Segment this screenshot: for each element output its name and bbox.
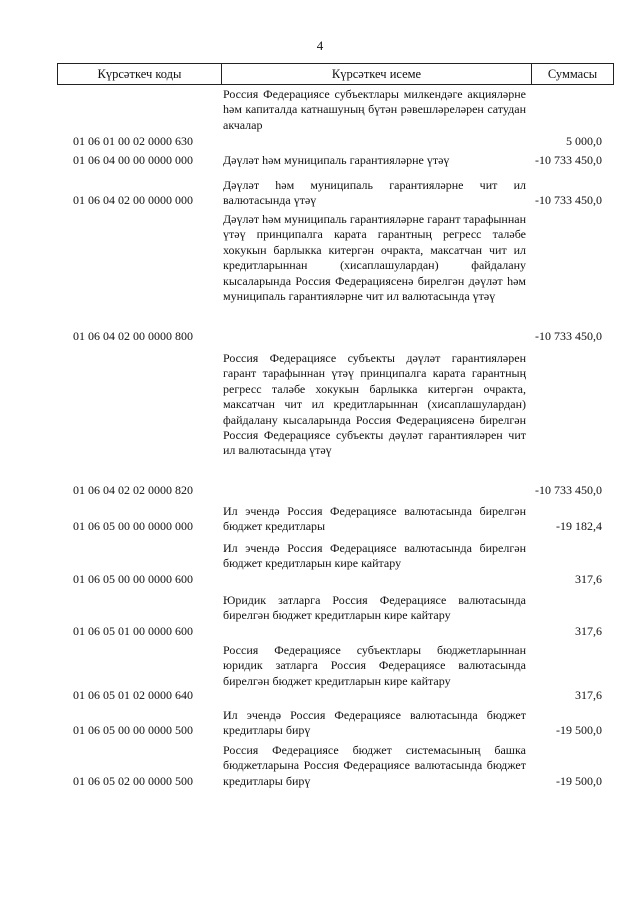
row-name: Россия Федерациясе субъектлары милкендәге акцияләрне һәм капиталда катнашуның бүтән рәвешләреләрен сатудан акчалар [223, 87, 526, 132]
table-row [57, 178, 614, 208]
row-code: 01 06 05 00 00 0000 000 [73, 518, 193, 533]
row-name: Юридик затларга Россия Федерациясе валютасында бирелгән бюджет кредитларын кире кайтару [223, 593, 526, 623]
row-code: 01 06 04 00 00 0000 000 [73, 152, 193, 167]
row-amount: -10 733 450,0 [535, 482, 602, 497]
table-row [57, 212, 614, 344]
header-amount: Суммасы [547, 67, 598, 81]
row-name: Россия Федерациясе субъектлары бюджетларыннан юридик затларга Россия Федерациясе валютасында бирелгән бюджет кредитларын кире кайтару [223, 643, 526, 688]
table-row [57, 593, 614, 639]
table-row [57, 153, 614, 168]
table-row [57, 743, 614, 789]
table-row [57, 708, 614, 738]
row-name: Россия Федерациясе бюджет системасының башка бюджетларына Россия Федерациясе валютасында бюджет кредитлары бирү [223, 743, 526, 788]
row-code: 01 06 05 01 00 0000 600 [73, 623, 193, 638]
table-row [57, 643, 614, 703]
row-amount: -19 500,0 [556, 722, 602, 737]
row-amount: 317,6 [575, 571, 602, 586]
table-row [57, 87, 614, 149]
row-code: 01 06 01 00 02 0000 630 [73, 133, 193, 148]
table-row [57, 504, 614, 534]
row-amount: -10 733 450,0 [535, 152, 602, 167]
row-amount: 317,6 [575, 687, 602, 702]
row-code: 01 06 05 00 00 0000 500 [73, 722, 193, 737]
row-name: Дәүләт һәм муниципаль гарантияләрне үтәү [223, 153, 450, 167]
page-number: 4 [316, 38, 324, 53]
row-amount: -19 500,0 [556, 773, 602, 788]
row-code: 01 06 04 02 00 0000 800 [73, 328, 193, 343]
header-code: Күрсәткеч коды [58, 64, 222, 84]
row-amount: -19 182,4 [556, 518, 602, 533]
row-code: 01 06 05 01 02 0000 640 [73, 687, 193, 702]
table-row [57, 541, 614, 587]
row-name: Ил эчендә Россия Федерациясе валютасында бирелгән бюджет кредитлары [223, 504, 526, 534]
row-name: Ил эчендә Россия Федерациясе валютасында бюджет кредитлары бирү [223, 708, 526, 738]
row-name: Дәүләт һәм муниципаль гарантияләрне гарант тарафыннан үтәү принципалга карата гарантның регресс таләбе хокукын барлыкка китергән очракта, максатчан чит ил кредитларыннан (хисаплашулардан) файдалану кысаларында Россия Федерациясенә бирелгән дәүләт һәм муниципаль гарантияләрне чит ил валютасында үтәү [223, 212, 526, 304]
row-name: Россия Федерациясе субъекты дәүләт гарантияләрен гарант тарафыннан үтәү принципалга карата гарантның регресс таләбе хокукын барлыкка китергән очракта, максатчан чит ил кредитларыннан (хисаплашулардан) файдалану кысаларында Россия Федерациясенә бирелгән Россия Федерациясе субъекты дәүләт гарантияләрен чит ил валютасында үтәү [223, 351, 526, 458]
row-amount: 317,6 [575, 623, 602, 638]
row-code: 01 06 05 02 00 0000 500 [73, 773, 193, 788]
row-amount: -10 733 450,0 [535, 328, 602, 343]
row-amount: 5 000,0 [566, 133, 602, 148]
table-row [57, 351, 614, 498]
row-name: Дәүләт һәм муниципаль гарантияләрне чит ил валютасында үтәү [223, 178, 526, 208]
header-name: Күрсәткеч исеме [222, 64, 532, 84]
row-name: Ил эчендә Россия Федерациясе валютасында бирелгән бюджет кредитларын кире кайтару [223, 541, 526, 571]
row-amount: -10 733 450,0 [535, 192, 602, 207]
table-header [57, 63, 614, 85]
row-code: 01 06 04 02 00 0000 000 [73, 192, 193, 207]
row-code: 01 06 04 02 02 0000 820 [73, 482, 193, 497]
row-code: 01 06 05 00 00 0000 600 [73, 571, 193, 586]
